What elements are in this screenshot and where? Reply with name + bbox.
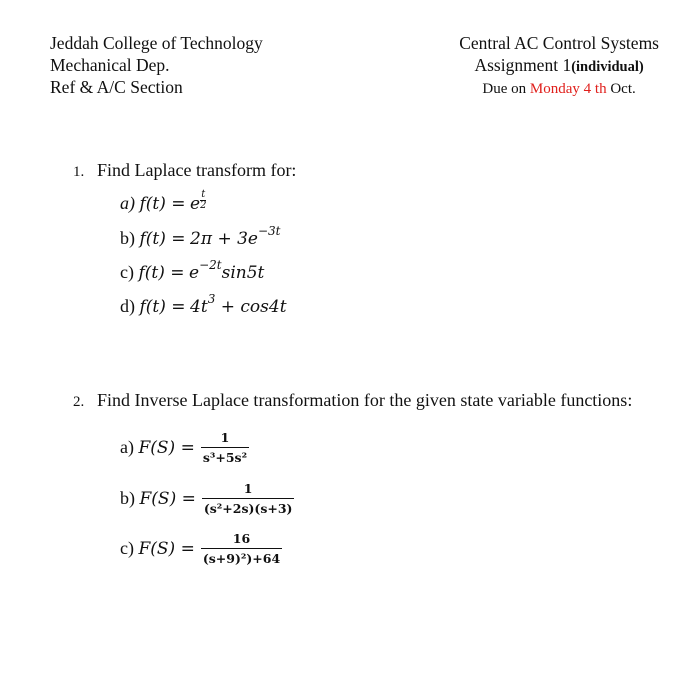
q2-item-a-denominator: s³+5s² <box>201 447 249 465</box>
q1-item-c-sup: −2t <box>199 258 222 272</box>
institution-block <box>50 32 263 98</box>
question-2-text: Find Inverse Laplace transformation for the given state variable functions: <box>97 390 633 410</box>
q1-item-c-lhs: f(t) = <box>138 263 185 283</box>
department-name: Mechanical Dep. <box>50 55 170 75</box>
q1-item-a-lhs: f(t) = <box>139 194 186 214</box>
question-2-number: 2. <box>73 394 85 410</box>
q1-item-c <box>120 258 264 283</box>
q1-item-d-label: d) <box>120 296 135 316</box>
due-date: Monday 4 th <box>529 81 607 97</box>
q2-item-b-denominator: (s²+2s)(s+3) <box>202 498 295 516</box>
q2-item-b <box>120 481 294 516</box>
q2-item-a-numerator: 1 <box>220 430 230 445</box>
q1-item-b-sup: −3t <box>257 224 281 238</box>
q1-item-a-base: e <box>190 194 201 214</box>
q2-item-a <box>120 430 249 465</box>
college-name: Jeddah College of Technology <box>50 33 263 53</box>
question-2-title <box>73 390 632 411</box>
assignment-type: (individual) <box>571 59 644 75</box>
q1-item-b-lhs: f(t) = <box>139 229 186 249</box>
q1-item-d-lhs: f(t) = <box>139 297 186 317</box>
question-1-title <box>73 160 296 181</box>
q2-item-c-numerator: 16 <box>232 531 251 546</box>
q2-item-a-fraction <box>201 430 249 465</box>
section-name: Ref & A/C Section <box>50 77 183 97</box>
q2-item-b-label: b) <box>120 488 135 508</box>
q2-item-a-label: a) <box>120 437 134 457</box>
q1-item-a-label: a) <box>120 193 135 213</box>
q2-item-c <box>120 531 282 566</box>
q1-item-a <box>120 190 206 214</box>
q1-item-d-base: 4t <box>190 297 208 317</box>
q1-item-d-sup: 3 <box>207 292 216 306</box>
q1-item-a-exponent <box>200 190 206 211</box>
q2-item-b-lhs: F(S) = <box>139 488 196 509</box>
q2-item-c-label: c) <box>120 538 134 558</box>
question-1-number: 1. <box>73 164 85 180</box>
q1-item-c-rest: sin5t <box>221 263 265 283</box>
q1-item-b-label: b) <box>120 228 135 248</box>
q1-item-a-exp-den: 2 <box>200 200 207 211</box>
assignment-title <box>459 54 659 78</box>
q2-item-c-fraction <box>201 531 282 566</box>
course-block <box>459 32 659 100</box>
due-prefix: Due on <box>482 81 527 97</box>
q1-item-d <box>120 292 287 317</box>
q2-item-c-denominator: (s+9)²)+64 <box>201 548 282 566</box>
assignment-label: Assignment 1 <box>474 55 572 75</box>
q1-item-b <box>120 224 280 249</box>
q1-item-c-base: e <box>189 263 200 283</box>
due-suffix: Oct. <box>610 81 636 97</box>
course-title: Central AC Control Systems <box>459 33 659 53</box>
q1-item-a-exp-num: t <box>201 189 206 200</box>
q2-item-a-lhs: F(S) = <box>138 437 195 458</box>
q2-item-c-lhs: F(S) = <box>138 538 195 559</box>
q2-item-b-fraction <box>202 481 295 516</box>
due-date-line <box>459 78 659 100</box>
question-1-text: Find Laplace transform for: <box>97 160 297 180</box>
q2-item-b-numerator: 1 <box>243 481 253 496</box>
q1-item-c-label: c) <box>120 262 134 282</box>
q1-item-d-rest: + cos4t <box>215 297 287 317</box>
q1-item-b-rhs: 2π + 3e <box>190 229 258 249</box>
